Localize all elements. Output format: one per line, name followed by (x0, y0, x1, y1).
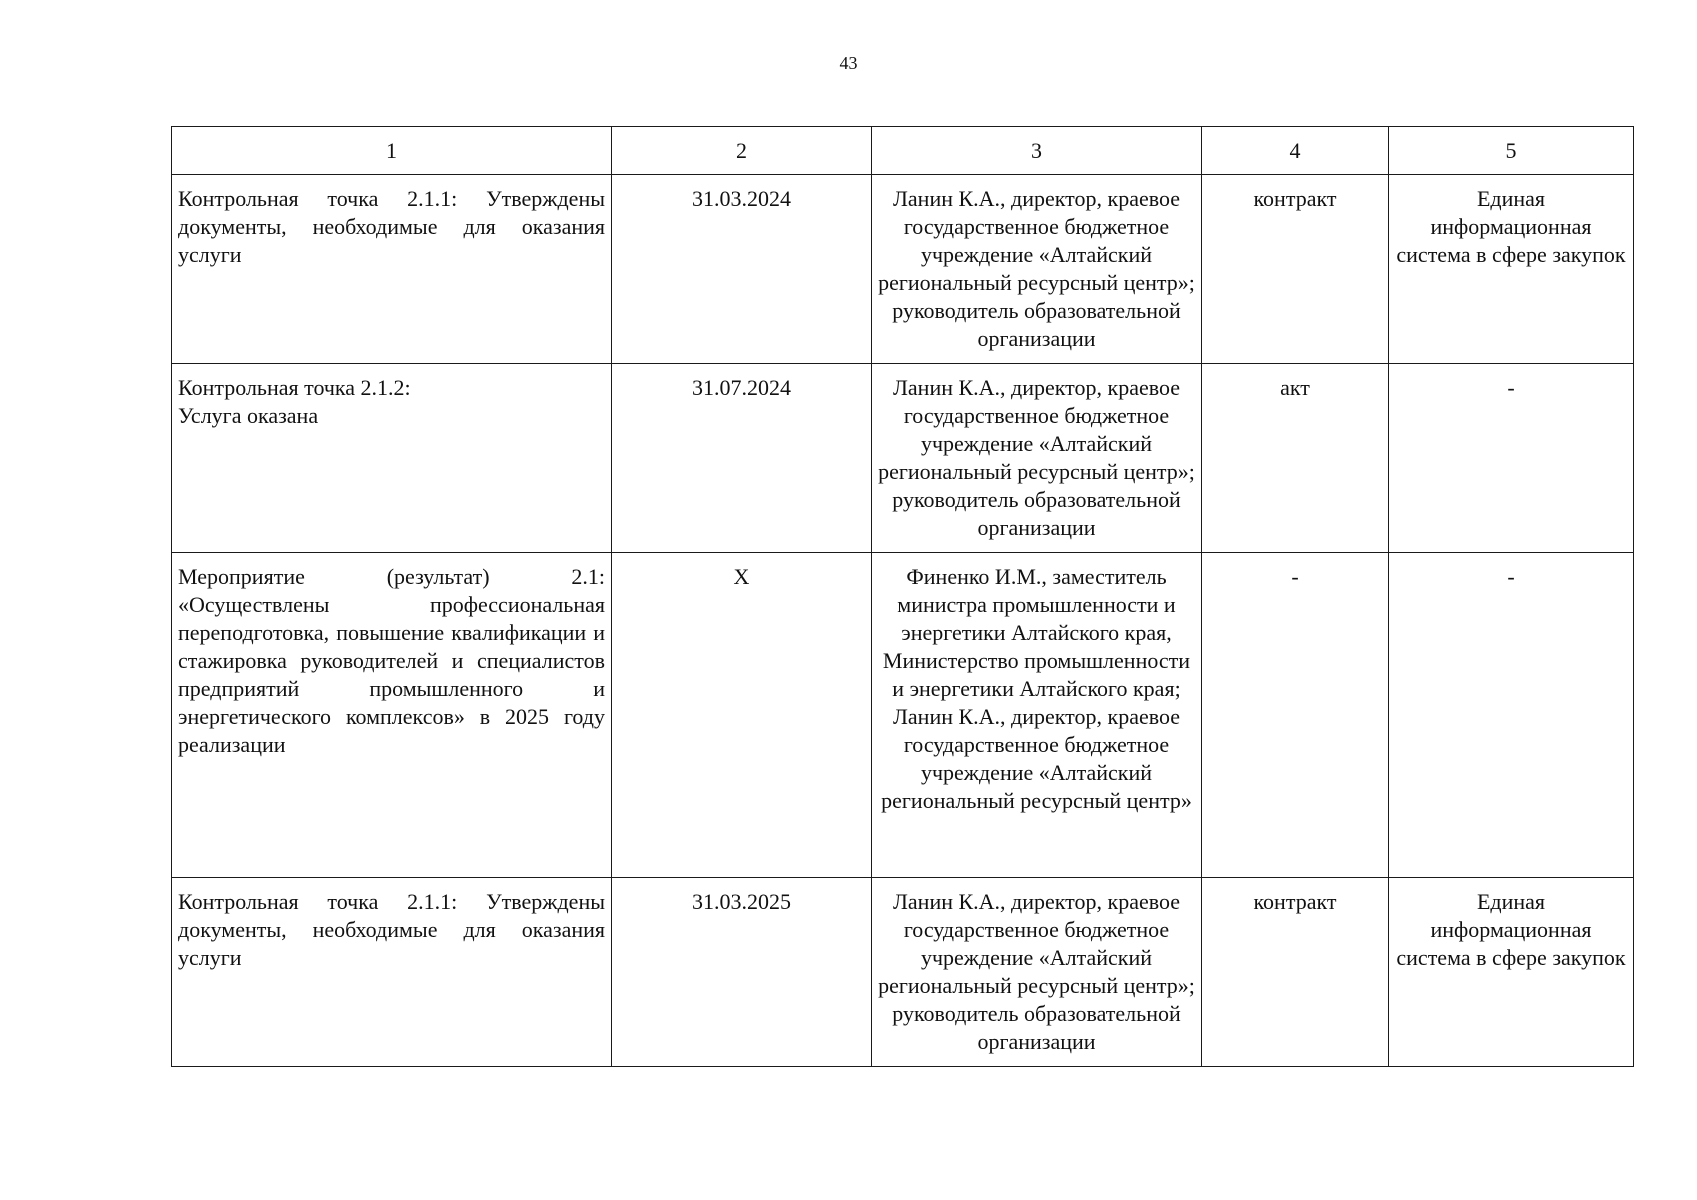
cell-event: Мероприятие (результат) 2.1: «Осуществлены профессиональная переподготовка, повышение квалификации и стажировка руководителей и специалистов предприятий промышленного и энергетического комплексов» в 2025 году реализации (172, 553, 612, 878)
cell-info-system: - (1389, 364, 1634, 553)
cell-responsible: Ланин К.А., директор, краевое государственное бюджетное учреждение «Алтайский региональный ресурсный центр»; руководитель образовательной организации (872, 175, 1202, 364)
cell-event: Контрольная точка 2.1.1: Утверждены документы, необходимые для оказания услуги (172, 878, 612, 1067)
table-row (172, 878, 1634, 1067)
cell-document: акт (1202, 364, 1389, 553)
cell-document: контракт (1202, 175, 1389, 364)
table-header-row (172, 127, 1634, 175)
column-header-4: 4 (1202, 127, 1389, 175)
cell-responsible: Ланин К.А., директор, краевое государственное бюджетное учреждение «Алтайский региональный ресурсный центр»; руководитель образовательной организации (872, 364, 1202, 553)
cell-date: 31.03.2025 (612, 878, 872, 1067)
column-header-5: 5 (1389, 127, 1634, 175)
cell-event: Контрольная точка 2.1.1: Утверждены документы, необходимые для оказания услуги (172, 175, 612, 364)
plan-table (171, 126, 1634, 1067)
column-header-1: 1 (172, 127, 612, 175)
table-row (172, 175, 1634, 364)
cell-responsible: Финенко И.М., заместитель министра промышленности и энергетики Алтайского края, Министерство промышленности и энергетики Алтайского края; Ланин К.А., директор, краевое государственное бюджетное учреждение «Алтайский региональный ресурсный центр» (872, 553, 1202, 878)
cell-info-system: Единая информационная система в сфере закупок (1389, 878, 1634, 1067)
column-header-2: 2 (612, 127, 872, 175)
cell-date: Х (612, 553, 872, 878)
cell-document: контракт (1202, 878, 1389, 1067)
cell-responsible: Ланин К.А., директор, краевое государственное бюджетное учреждение «Алтайский региональный ресурсный центр»; руководитель образовательной организации (872, 878, 1202, 1067)
table-row (172, 364, 1634, 553)
table-row (172, 553, 1634, 878)
cell-info-system: - (1389, 553, 1634, 878)
page-number: 43 (839, 53, 858, 73)
cell-date: 31.07.2024 (612, 364, 872, 553)
cell-event: Контрольная точка 2.1.2: Услуга оказана (172, 364, 612, 553)
cell-info-system: Единая информационная система в сфере закупок (1389, 175, 1634, 364)
column-header-3: 3 (872, 127, 1202, 175)
cell-document: - (1202, 553, 1389, 878)
cell-date: 31.03.2024 (612, 175, 872, 364)
